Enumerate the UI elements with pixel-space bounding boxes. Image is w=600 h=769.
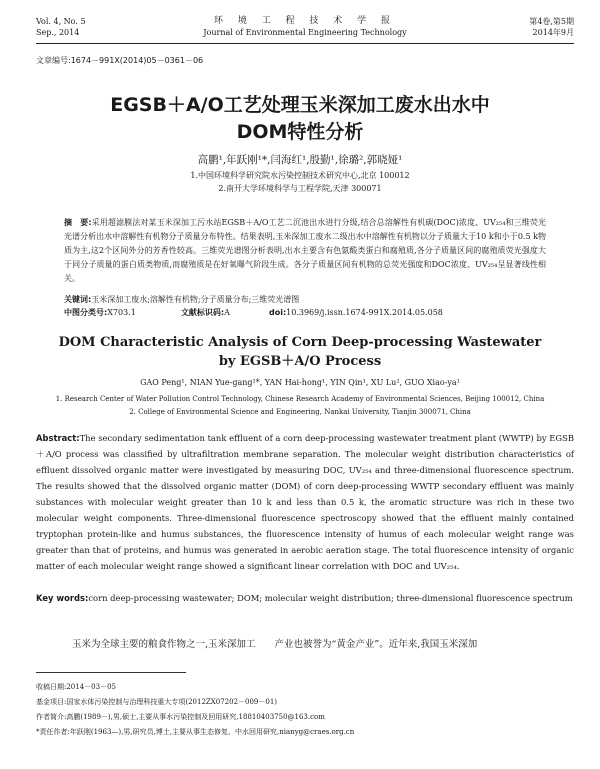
en-title-line2: by EGSB＋A/O Process: [218, 354, 382, 369]
zh-title-line2: DOM特性分析: [236, 121, 364, 143]
header-volume-line1: Vol. 4, No. 5: [36, 17, 86, 26]
zh-title-line1: EGSB＋A/O工艺处理玉米深加工废水出水中: [110, 94, 490, 116]
header-journal-cn: 环 境 工 程 技 术 学 报: [213, 16, 397, 26]
header-issue: [529, 16, 574, 38]
zh-affiliation-2: 2.南开大学环境科学与工程学院,天津 300071: [218, 184, 382, 193]
en-title-line1: DOM Characteristic Analysis of Corn Deep-processing Wastewater: [58, 335, 542, 350]
header-issue-line1: 第4卷,第5期: [529, 17, 574, 26]
zh-abstract-label: 摘 要:: [64, 218, 92, 227]
en-authors: GAO Peng¹, NIAN Yue-gang¹*, YAN Hai-hong¹, YIN Qin¹, XU Lu², GUO Xiao-ya¹: [140, 378, 460, 387]
en-keywords-text: corn deep-processing wastewater; DOM; molecular weight distribution; three-dimensional fluorescence spectrum: [88, 593, 573, 603]
intro-paragraph: 玉米为全球主要的粮食作物之一,玉米深加工 产业也被誉为“黄金产业”。近年来,我国玉米深加: [72, 639, 478, 650]
zh-affiliation-1: 1.中国环境科学研究院水污染控制技术研究中心,北京 100012: [190, 171, 410, 180]
zh-abstract: [64, 216, 546, 286]
article-number: 文章编号:1674－991X(2014)05－0361－06: [36, 56, 204, 65]
zh-keywords: [64, 294, 546, 305]
zh-abstract-text: 采用超滤膜法对某玉米深加工污水站EGSB＋A/O工艺二沉池出水进行分级,结合总溶解性有机碳(DOC)浓度、UV₂₅₄和三维荧光光谱分析出水中溶解性有机物分子质量分布特性。结果表明,玉米深加工废水二级出水中溶解性有机物以分子质量大于10 k和小于0.5 k物质为主,这2个区间外分的芳香性较高。三维荧光谱图分析表明,出水主要含有色氨酸类蛋白和腐殖质,各分子质量区间的腐殖质荧光强度大于同分子质量的蛋白质类物质,而腐殖质是在好氧曝气阶段生成。各分子质量区间有机物的总荧光强度和DOC浓度、UV₂₅₄呈显著线性相关。: [64, 218, 547, 283]
en-affiliation-2: 2. College of Environmental Science and Engineering, Nankai University, Tianjin 300071, China: [129, 408, 471, 416]
doc-code-label: 文献标识码:: [180, 308, 225, 317]
en-keywords: [36, 590, 574, 606]
header-journal-en: Journal of Environmental Engineering Technology: [203, 28, 407, 37]
en-abstract-label: Abstract:: [36, 433, 80, 443]
en-title: [0, 333, 600, 371]
zh-authors: 高鹏¹,年跃刚¹*,闫海红¹,殷勤¹,徐璐²,郭晓娅¹: [197, 154, 403, 166]
clc-label: 中图分类号:: [64, 308, 108, 317]
zh-keywords-text: 玉米深加工废水;溶解性有机物;分子质量分布;三维荧光谱图: [91, 295, 300, 304]
clc-code: X703.1: [107, 308, 136, 317]
en-abstract-text: The secondary sedimentation tank effluent of a corn deep-processing wastewater treatment plant (WWTP) by EGSB＋A/O process was classified by ultrafiltration membrane separation. The molecular weight distribution characteristics of effluent dissolved organic matter were investigated by measuring DOC, UV₂₅₄ and three-dimensional fluorescence spectrum. The results showed that the dissolved organic matter (DOM) of corn deep-processing WWTP secondary effluent was mainly substances with molecular weight greater than 10 k and less than 0.5 k, the aromatic structure was rich in these two molecular weight components. Three-dimensional fluorescence spectroscopy showed that the effluent mainly contained tryptophan protein-like and humus substances, the fluorescence intensity of humus of each molecular weight range was greater than that of proteins, and humus was generated in aerobic aeration stage. The total fluorescence intensity of organic matter of each molecular weight range showed a significant linear correlation with DOC and UV₂₅₄.: [36, 433, 574, 571]
header-volume-line2: Sep., 2014: [36, 28, 80, 37]
doc-code: A: [224, 308, 230, 317]
footnote-corresponding: *责任作者:年跃刚(1963—),男,研究员,博士,主要从事生态修复、中水回用研究,nianyg@craes.org.cn: [36, 728, 355, 736]
doi-value: 10.3969/j.issn.1674-991X.2014.05.058: [286, 308, 443, 317]
footnote-rule: [36, 672, 186, 673]
header-issue-line2: 2014年9月: [532, 28, 574, 37]
footnote-received: 收稿日期:2014－03－05: [36, 683, 116, 691]
en-abstract: [36, 430, 574, 574]
footnote-author-bio: 作者简介:高鹏(1989－),男,硕士,主要从事水污染控制及回用研究,18810403750@163.com: [36, 713, 325, 721]
doi-label: doi:: [268, 308, 287, 317]
header-journal: [36, 16, 574, 38]
zh-classification-line: [64, 307, 546, 318]
zh-title: [0, 92, 600, 146]
en-affiliation-1: 1. Research Center of Water Pollution Control Technology, Chinese Research Academy of Environmental Sciences, Beijing 100012, China: [55, 395, 545, 403]
footnote-funding: 基金项目:国家水体污染控制与治理科技重大专项(2012ZX07202－009－01): [36, 698, 278, 706]
header-rule: [36, 43, 574, 44]
en-keywords-label: Key words:: [36, 593, 89, 603]
zh-keywords-label: 关键词:: [64, 295, 92, 304]
